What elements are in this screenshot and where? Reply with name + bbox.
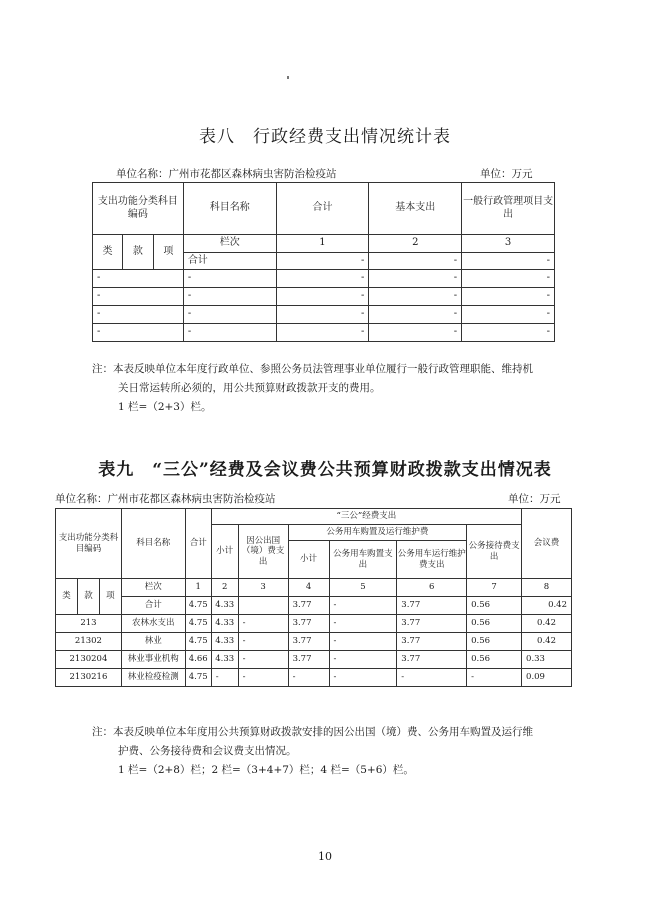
- table-cell: 3.77: [288, 597, 329, 615]
- table-row: [56, 633, 572, 651]
- table9-row-code: 21302: [56, 633, 122, 651]
- table-cell: -: [238, 651, 288, 669]
- table9-header-car-maintenance: 公务用车运行维护费支出: [397, 541, 467, 579]
- table-cell: 3.77: [288, 633, 329, 651]
- table-cell: -: [462, 270, 555, 288]
- page-number: 10: [318, 850, 332, 863]
- table-cell: -: [369, 253, 462, 270]
- table9-row-code: 213: [56, 615, 122, 633]
- table-cell: 0.56: [467, 615, 522, 633]
- table8-header-kuan: 款: [122, 235, 153, 270]
- table-cell: -: [369, 270, 462, 288]
- table-cell: 3.77: [397, 597, 467, 615]
- table9-col-num: 2: [211, 579, 238, 597]
- table8-col1: 1: [276, 235, 369, 253]
- table-cell: -: [329, 669, 397, 687]
- table-row: [93, 288, 555, 306]
- table-cell: -: [462, 253, 555, 270]
- table-cell: 0.42: [522, 615, 572, 633]
- table-cell: -: [329, 651, 397, 669]
- table-cell: -: [462, 288, 555, 306]
- table-row: [93, 306, 555, 324]
- table-cell: -: [329, 597, 397, 615]
- table8-col2: 2: [369, 235, 462, 253]
- table9-unit: 单位：万元: [508, 493, 561, 505]
- table-cell: -: [183, 324, 276, 342]
- table-cell: -: [276, 253, 369, 270]
- table-cell: -: [93, 306, 184, 324]
- table-cell: -: [369, 324, 462, 342]
- table-row: [93, 270, 555, 288]
- table9-col-num: 6: [397, 579, 467, 597]
- table-cell: 4.75: [185, 669, 211, 687]
- table-cell: 0.42: [522, 633, 572, 651]
- table-cell: -: [397, 669, 467, 687]
- table8-col3: 3: [462, 235, 555, 253]
- table-cell: 0.33: [522, 651, 572, 669]
- table9-header-lei: 类: [56, 579, 78, 615]
- table-cell: -: [276, 270, 369, 288]
- table-cell: 3.77: [397, 615, 467, 633]
- table8-header-name: 科目名称: [183, 183, 276, 235]
- table9-row-name: 合计: [121, 597, 185, 615]
- table-cell: -: [276, 288, 369, 306]
- table8-header-xiang: 项: [153, 235, 183, 270]
- scan-mark: [287, 76, 289, 79]
- table8: [92, 182, 555, 342]
- table9-header-reception: 公务接待费支出: [467, 525, 522, 579]
- table8-note-2: 关日常运转所必须的，用公共预算财政拨款开支的费用。: [118, 382, 381, 394]
- table-cell: -: [93, 288, 184, 306]
- table9-header-kuan: 款: [77, 579, 99, 615]
- table-cell: -: [238, 633, 288, 651]
- table9-title: 表九 “三公”经费及会议费公共预算财政拨款支出情况表: [98, 460, 552, 480]
- table8-header-basic: 基本支出: [369, 183, 462, 235]
- table9-lanci: 栏次: [121, 579, 185, 597]
- table-cell: 4.75: [185, 597, 211, 615]
- table-cell: 0.56: [467, 633, 522, 651]
- table-row: [56, 597, 572, 615]
- table9-header-car-purchase: 公务用车购置支出: [329, 541, 397, 579]
- table8-note-3: 1 栏=（2+3）栏。: [118, 401, 212, 413]
- table9-col-num: 1: [185, 579, 211, 597]
- table-row: [56, 669, 572, 687]
- table9-note-1: 注：本表反映单位本年度用公共预算财政拨款安排的因公出国（境）费、公务用车购置及运行维: [92, 726, 533, 738]
- table-cell: 3.77: [288, 651, 329, 669]
- table9-header-sangong: “三公”经费支出: [211, 509, 521, 525]
- table9-header-total: 合计: [185, 509, 211, 579]
- table9-col-num: 8: [522, 579, 572, 597]
- table-cell: -: [93, 324, 184, 342]
- table-cell: 0.42: [522, 597, 572, 615]
- table9-header-code: 支出功能分类科目编码: [56, 509, 122, 579]
- table-row: [56, 615, 572, 633]
- table-cell: 0.56: [467, 651, 522, 669]
- table-cell: 4.75: [185, 633, 211, 651]
- table-cell: 4.66: [185, 651, 211, 669]
- table8-lanci: 栏次: [183, 235, 276, 253]
- table9-header-car: 公务用车购置及运行维护费: [288, 525, 467, 541]
- table-cell: 4.75: [185, 615, 211, 633]
- table8-total-label: 合计: [183, 253, 276, 270]
- table8-header-general: 一般行政管理项目支出: [462, 183, 555, 235]
- table-cell: -: [467, 669, 522, 687]
- table9-col-num: 3: [238, 579, 288, 597]
- table-cell: -: [238, 669, 288, 687]
- table-cell: -: [369, 306, 462, 324]
- table-cell: -: [211, 669, 238, 687]
- table9-unit-name: 单位名称：广州市花都区森林病虫害防治检疫站: [55, 493, 276, 505]
- table-cell: -: [93, 270, 184, 288]
- table-cell: 0.56: [467, 597, 522, 615]
- table-cell: 4.33: [211, 633, 238, 651]
- table9-col-num: 7: [467, 579, 522, 597]
- table9-note-3: 1 栏=（2+8）栏；2 栏=（3+4+7）栏；4 栏=（5+6）栏。: [118, 764, 414, 776]
- table9-row-code: 2130204: [56, 651, 122, 669]
- table-cell: -: [238, 615, 288, 633]
- table8-unit-name: 单位名称：广州市花都区森林病虫害防治检疫站: [116, 168, 337, 180]
- table9-row-name: 林业检疫检测: [121, 669, 185, 687]
- table8-header-total: 合计: [276, 183, 369, 235]
- table9-row-name: 农林水支出: [121, 615, 185, 633]
- table-cell: -: [276, 306, 369, 324]
- table9-col-num: 4: [288, 579, 329, 597]
- table9: [55, 508, 572, 687]
- table9-header-subtotal: 小计: [211, 525, 238, 579]
- table-cell: -: [183, 288, 276, 306]
- table9-col-num: 5: [329, 579, 397, 597]
- table9-row-name: 林业: [121, 633, 185, 651]
- table-cell: -: [288, 669, 329, 687]
- table-cell: -: [369, 288, 462, 306]
- table9-row-code: 2130216: [56, 669, 122, 687]
- table-cell: 4.33: [211, 651, 238, 669]
- table-cell: 4.33: [211, 615, 238, 633]
- table-cell: -: [462, 306, 555, 324]
- table8-unit: 单位：万元: [480, 168, 533, 180]
- table9-header-meeting: 会议费: [522, 509, 572, 579]
- table8-note-1: 注：本表反映单位本年度行政单位、参照公务员法管理事业单位履行一般行政管理职能、维持机: [92, 363, 533, 375]
- table8-header-lei: 类: [93, 235, 123, 270]
- table-cell: -: [183, 270, 276, 288]
- table-cell: 3.77: [288, 615, 329, 633]
- table9-header-xiang: 项: [99, 579, 121, 615]
- table-cell: -: [329, 615, 397, 633]
- table9-row-name: 林业事业机构: [121, 651, 185, 669]
- table8-header-code: 支出功能分类科目编码: [93, 183, 184, 235]
- table8-title: 表八 行政经费支出情况统计表: [199, 127, 451, 147]
- table-cell: 0.09: [522, 669, 572, 687]
- table-cell: -: [462, 324, 555, 342]
- table-cell: 4.33: [211, 597, 238, 615]
- table-cell: -: [276, 324, 369, 342]
- table-cell: -: [329, 633, 397, 651]
- table9-header-name: 科目名称: [121, 509, 185, 579]
- table-cell: 3.77: [397, 651, 467, 669]
- table-cell: [238, 597, 288, 615]
- table-row: [56, 651, 572, 669]
- table9-note-2: 护费、公务接待费和会议费支出情况。: [118, 745, 297, 757]
- table-cell: 3.77: [397, 633, 467, 651]
- table9-header-abroad: 因公出国（境）费支出: [238, 525, 288, 579]
- table-row: [93, 324, 555, 342]
- table9-header-car-subtotal: 小计: [288, 541, 329, 579]
- table-cell: -: [183, 306, 276, 324]
